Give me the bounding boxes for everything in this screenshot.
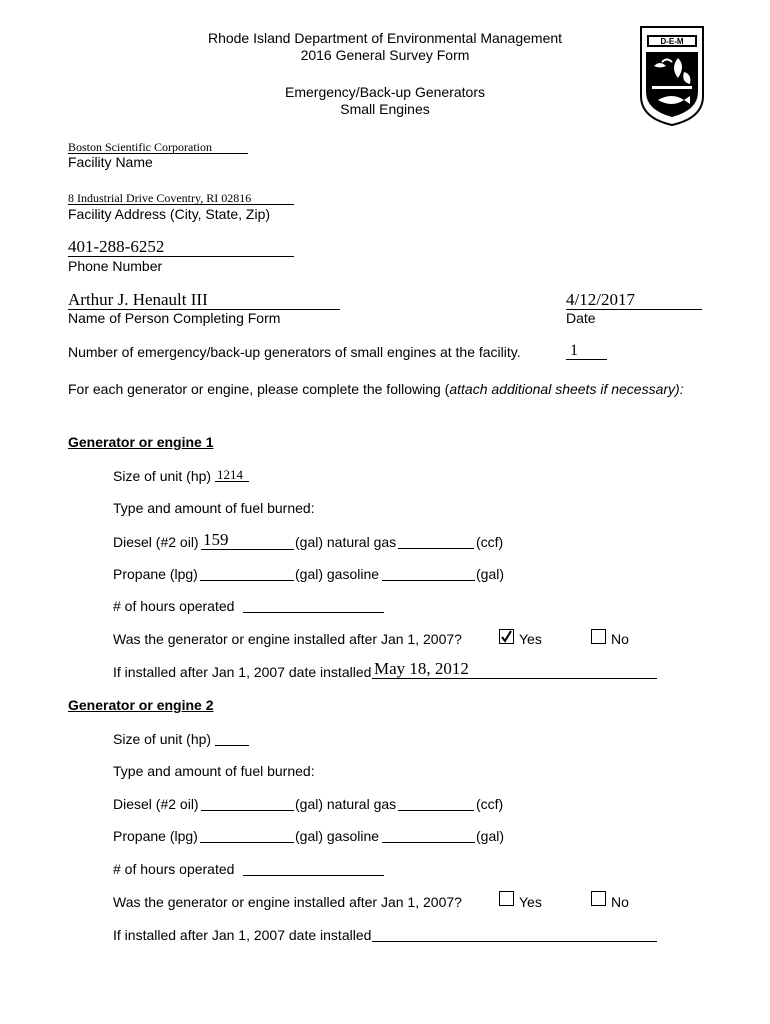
person-label: Name of Person Completing Form [68,310,281,326]
g1-propane-label: Propane (lpg) [113,566,198,582]
g1-diesel-value: 159 [203,530,229,549]
g1-hours-line[interactable] [243,597,384,613]
facility-name-label: Facility Name [68,154,153,170]
instructions [68,380,702,399]
g2-size-line[interactable] [215,730,249,746]
g1-propane-line[interactable] [200,565,294,581]
g1-installed-question: Was the generator or engine installed after Jan 1, 2007? [113,631,462,647]
g1-size-value: 1214 [217,467,243,482]
g2-yes-label: Yes [519,894,542,910]
g1-date-value: May 18, 2012 [374,659,469,678]
date-label: Date [566,310,596,326]
g1-gal-gasoline: (gal) gasoline [295,566,380,582]
g1-ccf: (ccf) [476,534,504,550]
instructions-text: For each generator or engine, please complete the following ( [68,381,450,397]
phone-line[interactable] [68,238,294,257]
phone-value: 401-288-6252 [68,237,165,256]
dem-logo [640,26,704,126]
facility-address-value: 8 Industrial Drive Coventry, RI 02816 [68,191,252,205]
g2-gal: (gal) [476,828,505,844]
count-line[interactable] [566,342,607,360]
g2-diesel-label: Diesel (#2 oil) [113,796,199,812]
generator-2-heading: Generator or engine 2 [68,697,214,713]
g1-natural-gas-line[interactable] [398,533,474,549]
g1-hours-label: # of hours operated [113,598,235,614]
g2-gal-gasoline: (gal) gasoline [295,828,380,844]
logo-text: D-E-M [660,37,684,46]
instructions-italic: attach additional sheets if necessary): [449,381,684,397]
g2-propane-line[interactable] [200,827,294,843]
g2-natural-gas-line[interactable] [398,795,474,811]
form-title: 2016 General Survey Form [300,47,470,63]
g2-installed-question: Was the generator or engine installed after Jan 1, 2007? [113,894,462,910]
generator-1-heading: Generator or engine 1 [68,434,214,450]
facility-name-value: Boston Scientific Corporation [68,140,212,154]
g1-gal-natural-gas: (gal) natural gas [295,534,397,550]
g2-propane-label: Propane (lpg) [113,828,198,844]
g1-yes-checkbox[interactable] [499,629,514,644]
subject-title: Emergency/Back-up Generators [285,84,485,100]
g1-fuel-label: Type and amount of fuel burned: [113,500,315,516]
g1-date-line[interactable] [372,659,657,679]
date-value: 4/12/2017 [566,290,635,309]
person-line[interactable] [68,290,340,310]
phone-label: Phone Number [68,258,163,274]
g1-size-label: Size of unit (hp) [113,468,212,484]
agency-title: Rhode Island Department of Environmental Management [207,30,563,46]
g1-no-checkbox[interactable] [591,629,606,644]
count-value: 1 [570,342,578,359]
g2-no-checkbox[interactable] [591,891,606,906]
g2-yes-checkbox[interactable] [499,891,514,906]
date-line[interactable] [566,290,702,310]
count-question: Number of emergency/back-up generators of small engines at the facility. [68,344,521,360]
g2-fuel-label: Type and amount of fuel burned: [113,763,315,779]
g2-date-line[interactable] [372,926,657,942]
g1-yes-label: Yes [519,631,542,647]
g2-ccf: (ccf) [476,796,504,812]
g1-gasoline-line[interactable] [382,565,475,581]
g2-hours-label: # of hours operated [113,861,235,877]
g1-date-label: If installed after Jan 1, 2007 date installed [113,664,372,680]
facility-name-line[interactable] [68,138,248,154]
g2-gasoline-line[interactable] [382,827,475,843]
g2-date-label: If installed after Jan 1, 2007 date installed [113,927,372,943]
facility-address-line[interactable] [68,189,294,205]
checkmark-icon [500,630,513,643]
subject-subtitle: Small Engines [340,101,430,117]
g2-gal-natural-gas: (gal) natural gas [295,796,397,812]
g1-diesel-label: Diesel (#2 oil) [113,534,199,550]
g1-gal: (gal) [476,566,505,582]
g1-diesel-line[interactable] [201,530,294,550]
facility-address-label: Facility Address (City, State, Zip) [68,206,271,222]
g2-diesel-line[interactable] [201,795,294,811]
g2-hours-line[interactable] [243,860,384,876]
g1-size-line[interactable] [215,466,249,482]
g1-no-label: No [611,631,629,647]
person-value: Arthur J. Henault III [68,290,208,309]
g2-no-label: No [611,894,629,910]
g2-size-label: Size of unit (hp) [113,731,212,747]
